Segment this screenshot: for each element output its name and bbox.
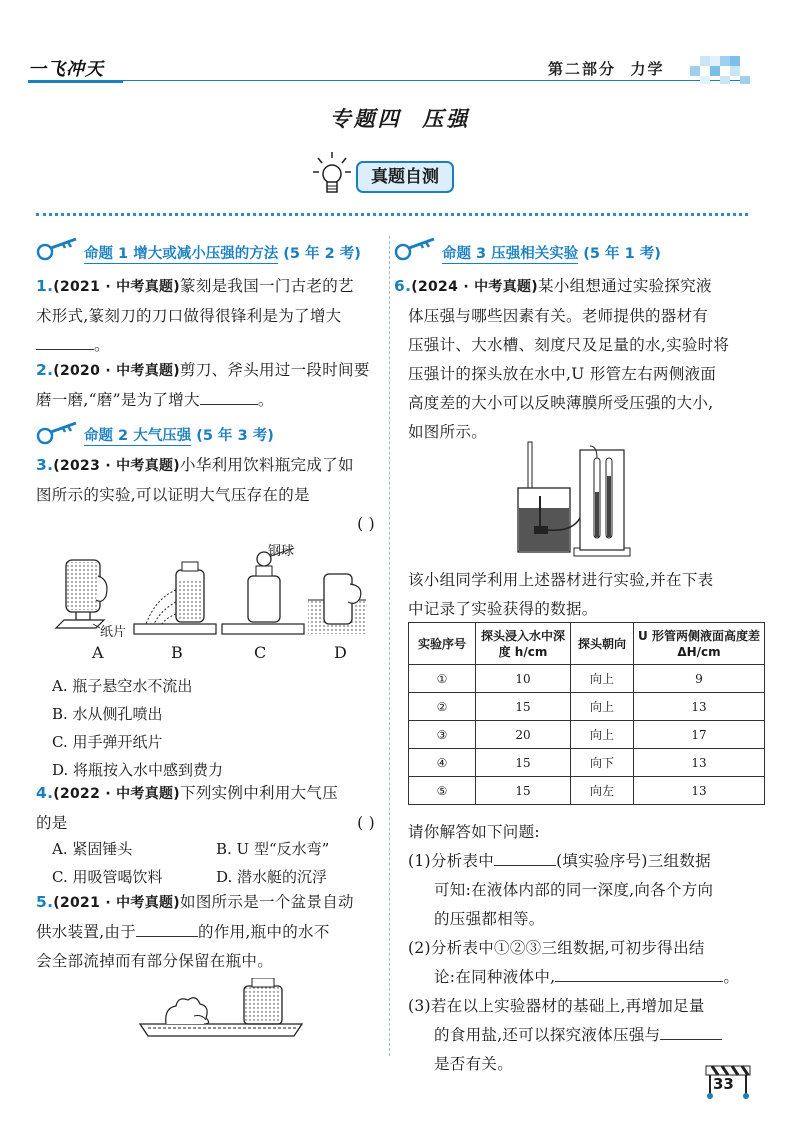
- table-cell: ③: [409, 721, 476, 749]
- section-banner: [356, 161, 454, 193]
- table-cell: 13: [634, 749, 765, 777]
- question-2: 2.(2020 · 中考真题)剪刀、斧头用过一段时间要 磨一磨,“磨”是为了增大 。: [36, 361, 370, 409]
- table-row: [409, 749, 765, 777]
- section-title: 第二部分 力学: [548, 60, 665, 78]
- question-1: 1.(2021 · 中考真题)篆刻是我国一门古老的艺 术形式,篆刻刀的刀口做得很锋利是为了增大 。: [36, 277, 354, 354]
- question-6: 6.(2024 · 中考真题)某小组想通过实验探究液 体压强与哪些因素有关。老师提供的器材有 压强计、大水槽、刻度尺及足量的水,实验时将 压强计的探头放在水中,U 形管左右两侧液面 高度差的大小可以反映薄膜所受压强的大小, 如图所示。: [394, 277, 730, 441]
- q4-option-b[interactable]: B. U 型“反水弯”: [216, 840, 330, 858]
- topic-1-heading: 命题 1 增大或减小压强的方法 (5 年 2 考): [84, 246, 361, 262]
- q6-3-answer-blank[interactable]: [660, 1023, 722, 1040]
- page-number: 33: [713, 1075, 734, 1093]
- question-5: 5.(2021 · 中考真题)如图所示是一个盆景自动 供水装置,由于 的作用,瓶中的水不 会全部流掉而有部分保留在瓶中。: [36, 893, 354, 970]
- lightbulb-icon: [312, 150, 352, 204]
- table-cell: ①: [409, 665, 476, 693]
- q4-option-a[interactable]: A. 紧固锤头: [52, 840, 133, 858]
- q3-option-c[interactable]: C. 用手弹开纸片: [52, 733, 163, 751]
- column-divider: [389, 236, 390, 1056]
- table-cell: 13: [634, 777, 765, 805]
- banner-label: 真题自测: [371, 167, 439, 187]
- q1-answer-blank[interactable]: [36, 333, 94, 350]
- key-icon: [394, 236, 438, 264]
- table-header-cell: U 形管两侧液面高度差 ΔH/cm: [634, 623, 765, 665]
- q3-option-b[interactable]: B. 水从侧孔喷出: [52, 705, 163, 723]
- dotted-divider: [36, 213, 748, 216]
- table-cell: 向上: [571, 721, 634, 749]
- q6-table-intro: 该小组同学利用上述器材进行实验,并在下表 中记录了实验获得的数据。: [408, 571, 714, 618]
- q5-answer-blank[interactable]: [136, 920, 198, 937]
- table-row: [409, 721, 765, 749]
- table-cell: 向上: [571, 693, 634, 721]
- table-header-cell: 探头朝向: [571, 623, 634, 665]
- table-cell: ②: [409, 693, 476, 721]
- q6-apparatus-figure: [508, 436, 638, 560]
- topic-3-heading: 命题 3 压强相关实验 (5 年 1 考): [442, 246, 661, 262]
- checker-decoration: [690, 52, 750, 86]
- table-cell: 向左: [571, 777, 634, 805]
- table-header-cell: 实验序号: [409, 623, 476, 665]
- figure-letter-c: C: [254, 643, 267, 662]
- q6-1-answer-blank[interactable]: [494, 849, 556, 866]
- q3-answer-paren[interactable]: ( ): [357, 515, 375, 533]
- topic-2-heading: 命题 2 大气压强 (5 年 3 考): [84, 428, 274, 444]
- figure-letter-a: A: [92, 643, 104, 662]
- chapter-title: 专题四 压强: [329, 106, 471, 131]
- table-row: [409, 777, 765, 805]
- card-label: 纸片: [100, 625, 127, 640]
- table-header-row: [409, 623, 765, 665]
- key-icon: [36, 420, 80, 448]
- table-cell: 15: [476, 693, 571, 721]
- ball-label: 钢球: [268, 544, 295, 559]
- table-cell: 15: [476, 777, 571, 805]
- q6-data-table: [408, 622, 765, 805]
- table-row: [409, 665, 765, 693]
- brand-logo: 一飞冲天: [28, 59, 104, 80]
- q3-option-a[interactable]: A. 瓶子悬空水不流出: [52, 677, 193, 695]
- q6-2-answer-blank[interactable]: [555, 965, 723, 982]
- table-cell: 9: [634, 665, 765, 693]
- table-row: [409, 693, 765, 721]
- figure-letter-d: D: [334, 643, 347, 662]
- q5-figure: [136, 978, 306, 1042]
- table-cell: ⑤: [409, 777, 476, 805]
- figure-c: [222, 548, 304, 634]
- table-cell: 向下: [571, 749, 634, 777]
- q4-option-c[interactable]: C. 用吸管喝饮料: [52, 868, 163, 886]
- q3-option-d[interactable]: D. 将瓶按入水中感到费力: [52, 761, 224, 779]
- question-4: 4.(2022 · 中考真题)下列实例中利用大气压 的是 ( ): [36, 779, 381, 838]
- q4-option-d[interactable]: D. 潜水艇的沉浮: [216, 868, 328, 886]
- table-cell: 13: [634, 693, 765, 721]
- question-3: 3.(2023 · 中考真题)小华利用饮料瓶完成了如 图所示的实验,可以证明大气压存在的是 ( ): [36, 451, 381, 539]
- table-cell: 17: [634, 721, 765, 749]
- figure-letter-b: B: [171, 643, 183, 662]
- table-cell: 10: [476, 665, 571, 693]
- header-rule: [28, 80, 740, 81]
- figure-b: [134, 562, 216, 634]
- key-icon: [36, 236, 80, 264]
- q2-answer-blank[interactable]: [200, 388, 258, 405]
- figure-a: [56, 560, 107, 628]
- table-cell: ④: [409, 749, 476, 777]
- figure-d: [308, 574, 366, 634]
- table-header-cell: 探头浸入水中深度 h/cm: [476, 623, 571, 665]
- q4-answer-paren[interactable]: ( ): [357, 814, 375, 832]
- q6-subquestions: 请你解答如下问题: (1)分析表中 (填实验序号)三组数据 可知:在液体内部的同一深度,向各个方向 的压强都相等。 (2)分析表中①②③三组数据,可初步得出结 论:在同种液体中, 。 (3)若在以上实验器材的基础上,再增加足量 的食用盐,还可以探究液体压强与 是否有关。: [408, 823, 740, 1073]
- header: [0, 0, 800, 100]
- table-cell: 20: [476, 721, 571, 749]
- table-cell: 15: [476, 749, 571, 777]
- table-cell: 向上: [571, 665, 634, 693]
